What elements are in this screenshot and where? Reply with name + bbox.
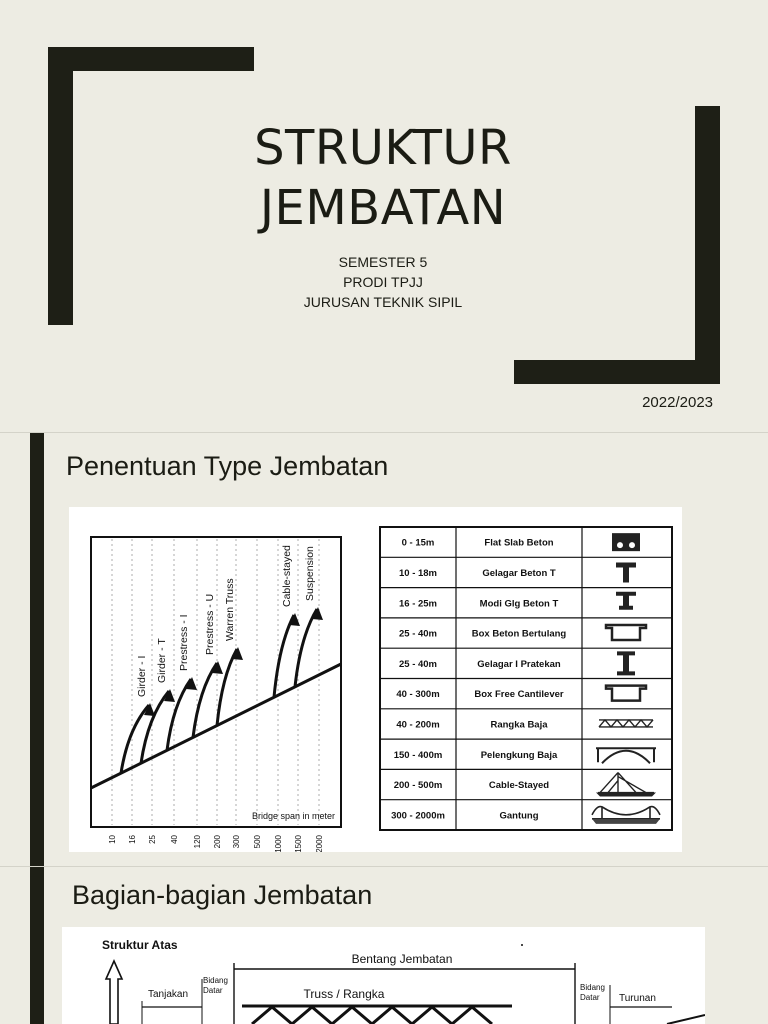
table-type-cell: Rangka Baja bbox=[490, 719, 548, 731]
title-line-1: STRUKTUR bbox=[254, 120, 512, 176]
slide-subtitle bbox=[220, 252, 546, 312]
truss-diagonals bbox=[252, 1007, 492, 1024]
table-span-cell: 0 - 15m bbox=[401, 537, 435, 549]
table-span-cell: 200 - 500m bbox=[393, 780, 443, 792]
series-label: Cable-stayed bbox=[281, 545, 293, 607]
table-span-cell: 300 - 2000m bbox=[391, 810, 445, 822]
x-tick-label: 16 bbox=[128, 835, 137, 844]
table-span-cell: 40 - 200m bbox=[396, 719, 440, 731]
bridge-type-figure-svg bbox=[69, 507, 682, 852]
span-table bbox=[380, 527, 672, 830]
table-type-cell: Gelagar I Pratekan bbox=[477, 658, 561, 670]
up-arrow-icon bbox=[106, 961, 122, 1024]
x-tick-label: 120 bbox=[193, 835, 202, 849]
series-label: Warren Truss bbox=[224, 578, 236, 641]
label-bidang-left-2: Datar bbox=[203, 986, 223, 995]
frame-corner-bottom-right bbox=[514, 360, 720, 384]
slide-heading: Penentuan Type Jembatan bbox=[66, 451, 389, 481]
subtitle-jurusan: JURUSAN TEKNIK SIPIL bbox=[303, 294, 463, 310]
table-type-cell: Box Free Cantilever bbox=[474, 689, 564, 701]
bridge-parts-figure bbox=[62, 927, 705, 1024]
table-span-cell: 150 - 400m bbox=[393, 749, 443, 761]
x-axis-label: Bridge span in meter bbox=[251, 811, 335, 821]
label-bidang-right-2: Datar bbox=[580, 993, 600, 1002]
label-turunan: Turunan bbox=[619, 993, 656, 1004]
label-bentang: Bentang Jembatan bbox=[351, 952, 453, 966]
label-bidang-right-1: Bidang bbox=[580, 983, 605, 992]
accent-bar-2 bbox=[30, 867, 44, 1024]
x-tick-label: 200 bbox=[213, 835, 222, 849]
series-label: Prestress - U bbox=[204, 593, 216, 655]
frame-corner-bottom-right-vertical bbox=[695, 106, 720, 384]
x-tick-label: 500 bbox=[253, 835, 262, 849]
table-type-cell: Modi Glg Beton T bbox=[479, 598, 559, 610]
table-type-cell: Gelagar Beton T bbox=[482, 567, 556, 579]
speck bbox=[521, 944, 523, 946]
span-chart bbox=[91, 537, 341, 852]
x-tick-label: 40 bbox=[170, 835, 179, 844]
accent-bar bbox=[30, 433, 44, 866]
x-tick-label: 300 bbox=[232, 835, 241, 849]
x-tick-label: 25 bbox=[148, 835, 157, 844]
bridge-parts-slide[interactable] bbox=[0, 867, 768, 1024]
label-truss: Truss / Rangka bbox=[303, 987, 385, 1001]
label-bidang-left-1: Bidang bbox=[203, 976, 228, 985]
frame-corner-top-left-vertical bbox=[48, 47, 73, 325]
x-tick-label: 10 bbox=[108, 835, 117, 844]
table-span-cell: 10 - 18m bbox=[398, 567, 438, 579]
series-label: Prestress - I bbox=[178, 614, 190, 671]
bridge-parts-svg bbox=[62, 927, 705, 1024]
slide-title bbox=[200, 118, 566, 238]
series-label: Girder - I bbox=[136, 655, 148, 697]
ramp-line bbox=[667, 1015, 705, 1024]
title-line-2: JEMBATAN bbox=[259, 180, 507, 236]
table-span-cell: 40 - 300m bbox=[396, 689, 440, 701]
table-span-cell: 25 - 40m bbox=[398, 628, 438, 640]
academic-year: 2022/2023 bbox=[642, 394, 713, 411]
x-tick-label: 2000 bbox=[315, 835, 324, 852]
frame-corner-top-left bbox=[48, 47, 254, 71]
x-tick-label: 1000 bbox=[274, 835, 283, 852]
table-type-cell: Cable-Stayed bbox=[488, 780, 550, 792]
series-label: Suspension bbox=[304, 546, 316, 601]
table-type-cell: Gantung bbox=[499, 810, 539, 822]
series-label: Girder - T bbox=[156, 638, 168, 683]
table-span-cell: 25 - 40m bbox=[398, 658, 438, 670]
table-type-cell: Pelengkung Baja bbox=[480, 749, 558, 761]
title-slide[interactable] bbox=[0, 0, 768, 432]
table-span-cell: 16 - 25m bbox=[398, 598, 438, 610]
subtitle-prodi: PRODI TPJJ bbox=[343, 274, 423, 290]
bridge-type-slide[interactable] bbox=[0, 433, 768, 866]
label-struktur-atas: Struktur Atas bbox=[102, 938, 178, 952]
x-tick-label: 1500 bbox=[294, 835, 303, 852]
table-type-cell: Flat Slab Beton bbox=[484, 537, 554, 549]
flat-slab-icon bbox=[612, 533, 640, 551]
label-tanjakan: Tanjakan bbox=[148, 989, 189, 1000]
table-type-cell: Box Beton Bertulang bbox=[471, 628, 567, 640]
subtitle-semester: SEMESTER 5 bbox=[338, 254, 428, 270]
bridge-type-figure bbox=[69, 507, 682, 852]
slide-heading-2: Bagian-bagian Jembatan bbox=[72, 880, 373, 910]
